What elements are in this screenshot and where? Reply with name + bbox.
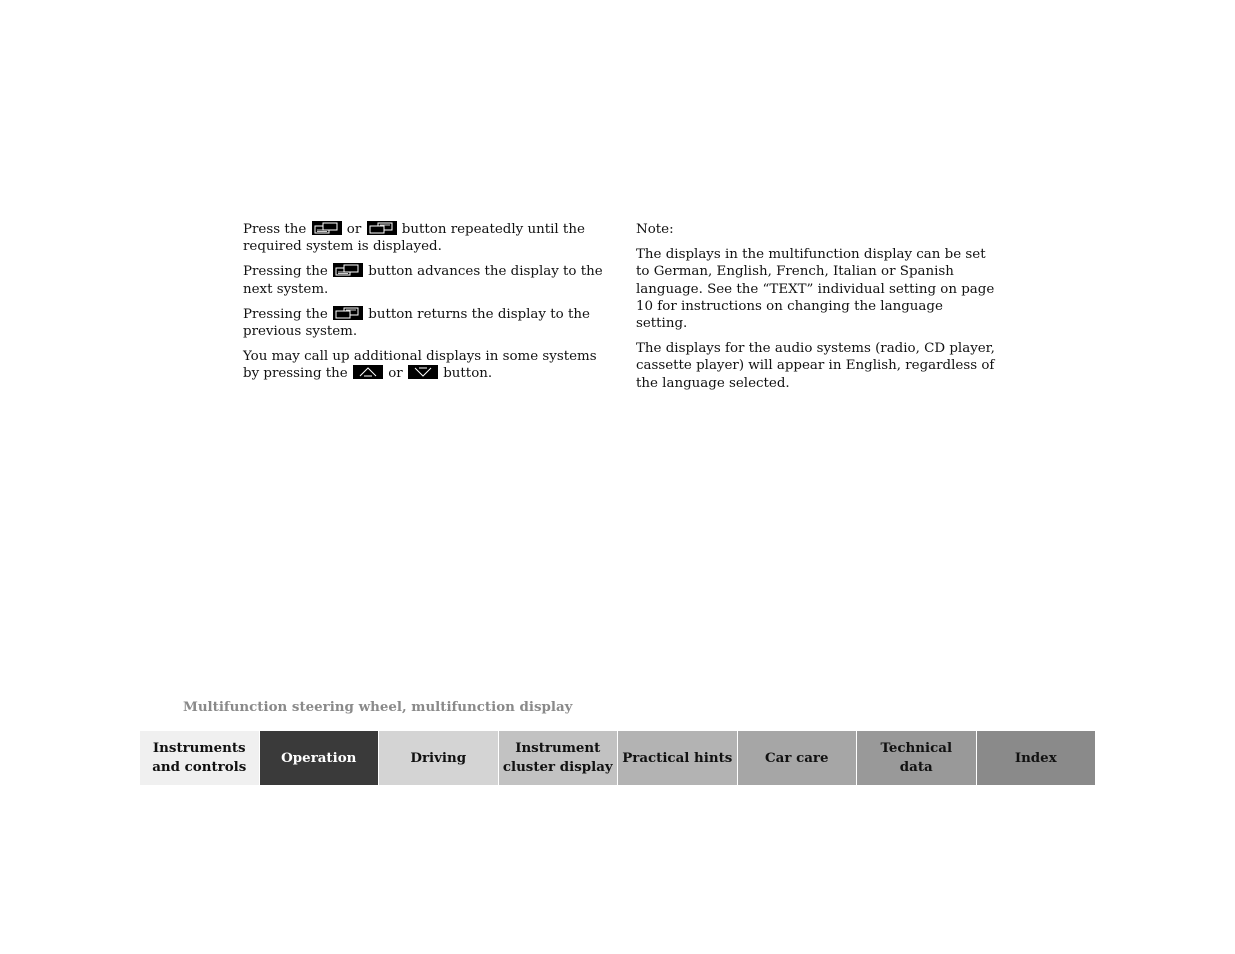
tab-operation[interactable] xyxy=(260,731,380,785)
left-column xyxy=(243,221,603,391)
instruction-paragraph-3 xyxy=(243,306,603,340)
right-column xyxy=(636,221,996,400)
system-prev-button-icon xyxy=(333,306,363,320)
tab-instrument-cluster-display[interactable] xyxy=(499,731,619,785)
text: button repeatedly until the required system is displayed. xyxy=(243,222,585,255)
tab-instruments-and-controls[interactable] xyxy=(140,731,260,785)
tab-label: Operation xyxy=(281,749,357,766)
tab-label: Instrument cluster display xyxy=(502,740,613,775)
text: or xyxy=(346,222,362,237)
tab-driving[interactable] xyxy=(379,731,499,785)
tab-technical-data[interactable] xyxy=(857,731,977,785)
tab-label: Technical data xyxy=(880,740,953,775)
text: button returns the display to the previous system. xyxy=(243,306,590,340)
text: button advances the display to the next system. xyxy=(243,264,603,297)
tab-practical-hints[interactable] xyxy=(618,731,738,785)
text: Press the xyxy=(243,222,307,237)
system-prev-button-icon xyxy=(367,221,397,235)
chapter-tab-bar xyxy=(140,731,1095,785)
down-arrow-button-icon xyxy=(408,365,438,379)
text: or xyxy=(388,366,403,382)
tab-label: Car care xyxy=(765,749,829,766)
tab-car-care[interactable] xyxy=(738,731,858,785)
tab-index[interactable] xyxy=(977,731,1096,785)
tab-label: Instruments and controls xyxy=(152,740,247,775)
system-next-button-icon xyxy=(312,221,342,235)
system-next-button-icon xyxy=(333,263,363,277)
instruction-paragraph-1 xyxy=(243,221,603,255)
note-paragraph-2: The displays for the audio systems (radio, CD player, cassette player) will appear in English, regardless of the language selected. xyxy=(636,341,995,391)
tab-label: Practical hints xyxy=(622,749,733,766)
text: Pressing the xyxy=(243,306,328,322)
up-arrow-button-icon xyxy=(353,365,383,379)
text: button. xyxy=(443,366,493,382)
note-paragraph-1: The displays in the multifunction display can be set to German, English, French, Italian or Spanish language. See the “TEXT” individual setting on page 10 for instructions on changing the language setting. xyxy=(636,247,995,332)
note-label: Note: xyxy=(636,222,674,237)
instruction-paragraph-4 xyxy=(243,348,603,382)
tab-label: Driving xyxy=(410,749,467,766)
text: You may call up additional displays in some systems by pressing the xyxy=(243,349,597,382)
section-title: Multifunction steering wheel, multifunction display xyxy=(183,699,573,715)
tab-label: Index xyxy=(1014,749,1057,766)
text: Pressing the xyxy=(243,264,328,280)
instruction-paragraph-2 xyxy=(243,263,603,297)
